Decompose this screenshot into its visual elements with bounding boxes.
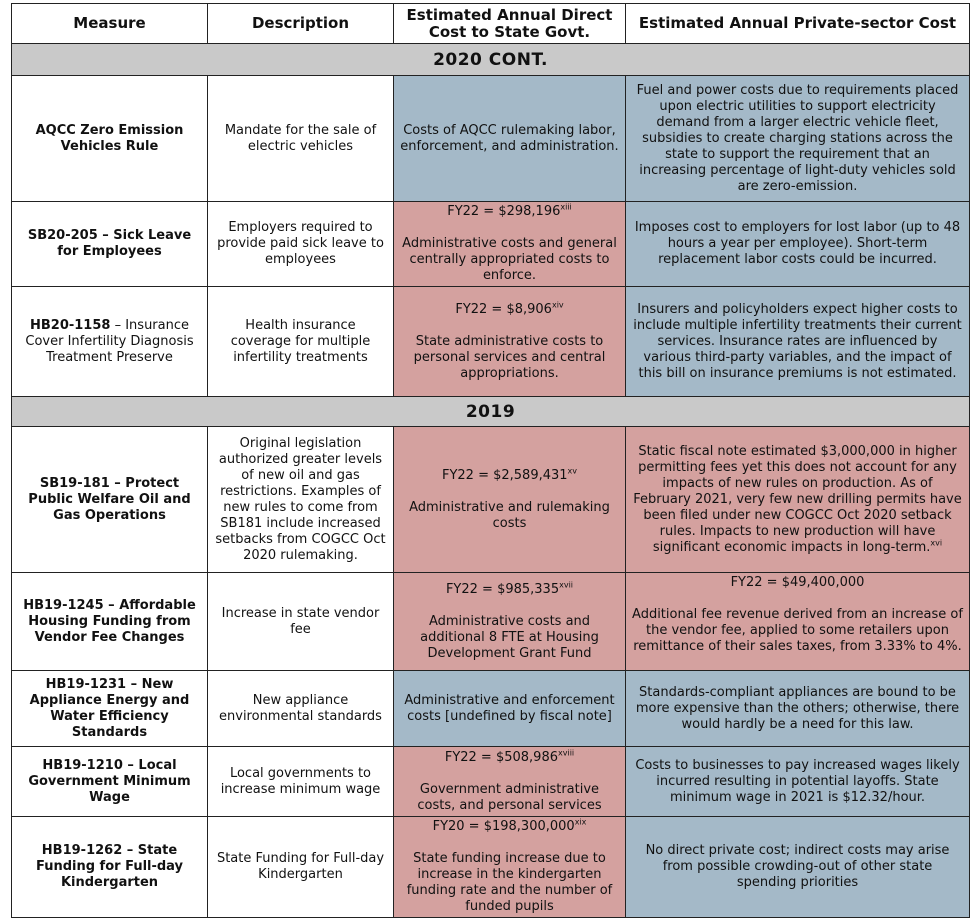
footnote-ref: xix [574,817,587,827]
cost-table [11,3,970,918]
table-row [12,76,970,202]
table-row [12,817,970,918]
measure-cell: HB19-1231 – New Appliance Energy and Water Efficiency Standards [12,671,208,747]
measure-cell: SB20-205 – Sick Leave for Employees [12,202,208,287]
description-cell: New appliance environmental standards [208,671,394,747]
state-cost-text: Administrative and rulemaking costs [409,499,610,531]
footnote-ref: xviii [558,748,575,758]
private-cost-cell [626,573,970,671]
footnote-ref: xiv [551,300,564,310]
table-row [12,202,970,287]
description-cell: Health insurance coverage for multiple infertility treatments [208,287,394,397]
section-title-2020: 2020 CONT. [12,44,970,76]
state-fy-value: FY22 = $298,196 [447,204,561,219]
private-cost-cell: Imposes cost to employers for lost labor (up to 48 hours a year per employee). Short-term replacement labor costs could be incurred. [626,202,970,287]
table-row [12,427,970,573]
state-cost-cell [394,427,626,573]
measure-cell: HB19-1262 – State Funding for Full-day Kindergarten [12,817,208,918]
state-fy-value: FY22 = $2,589,431 [441,467,568,483]
table-row [12,573,970,671]
state-cost-cell [394,202,626,287]
header-measure: Measure [12,4,208,44]
state-cost-cell [394,747,626,817]
state-fy-value: FY20 = $198,300,000 [432,819,575,834]
private-cost-text: Additional fee revenue derived from an increase of the vendor fee, applied to some retailers upon remittance of their sales taxes, from 3.33% to 4%. [632,607,963,654]
measure-cell: AQCC Zero Emission Vehicles Rule [12,76,208,202]
state-cost-text: State administrative costs to personal services and central appropriations. [413,333,606,381]
measure-cell: HB19-1210 – Local Government Minimum Wage [12,747,208,817]
footnote-ref: xiii [560,202,572,212]
header-row [12,4,970,44]
private-cost-cell: No direct private cost; indirect costs may arise from possible crowding-out of other state spending priorities [626,817,970,918]
private-cost-cell: Fuel and power costs due to requirements placed upon electric utilities to support electricity demand from a larger electric vehicle fleet, subsidies to create charging stations across the state to support the requirement that an increasing percentage of light-duty vehicles sold are zero-emission. [626,76,970,202]
state-fy-value: FY22 = $8,906 [455,301,552,317]
description-cell: State Funding for Full-day Kindergarten [208,817,394,918]
state-cost-cell [394,573,626,671]
description-cell: Mandate for the sale of electric vehicles [208,76,394,202]
description-cell: Employers required to provide paid sick leave to employees [208,202,394,287]
description-cell: Original legislation authorized greater levels of new oil and gas restrictions. Examples of new rules to come from SB181 include increased setbacks from COGCC Oct 2020 rulemaking. [208,427,394,573]
state-cost-text: Government administrative costs, and personal services [417,781,602,813]
private-cost-cell [626,427,970,573]
measure-code: HB20-1158 [29,317,111,333]
state-cost-text: Administrative costs and general centrally appropriated costs to enforce. [402,236,617,283]
measure-cell [12,287,208,397]
description-cell: Increase in state vendor fee [208,573,394,671]
section-row-2019 [12,397,970,427]
state-cost-text: State funding increase due to increase in the kindergarten funding rate and the number of funded pupils [406,851,613,914]
description-cell: Local governments to increase minimum wage [208,747,394,817]
state-fy-value: FY22 = $508,986 [444,749,558,765]
section-title-2019: 2019 [12,397,970,427]
footnote-ref: xvii [559,580,574,590]
footnote-ref: xvi [930,538,943,548]
state-cost-text: Administrative costs and additional 8 FTE at Housing Development Grant Fund [420,613,599,661]
table-row [12,287,970,397]
private-cost-cell: Standards-compliant appliances are bound to be more expensive than the others; otherwise, there would hardly be a need for this law. [626,671,970,747]
state-cost-cell [394,817,626,918]
measure-cell: HB19-1245 – Affordable Housing Funding from Vendor Fee Changes [12,573,208,671]
state-cost-cell: Administrative and enforcement costs [undefined by fiscal note] [394,671,626,747]
private-cost-cell: Insurers and policyholders expect higher costs to include multiple infertility treatments their current services. Insurance rates are influenced by various third-party variables, and the impact of this bill on insurance premiums is not estimated. [626,287,970,397]
measure-title: – Insurance Cover Infertility Diagnosis Treatment Preserve [25,317,194,365]
state-fy-value: FY22 = $985,335 [445,581,560,597]
private-fy-value: FY22 = $49,400,000 [730,575,865,590]
footnote-ref: xv [567,466,578,476]
private-cost-cell: Costs to businesses to pay increased wages likely incurred resulting in potential layoffs. State minimum wage in 2021 is $12.32/hour. [626,747,970,817]
table-row [12,747,970,817]
private-cost-text: Static fiscal note estimated $3,000,000 in higher permitting fees yet this does not account for any impacts of new rules on production. As of February 2021, very few new drilling permits have been filed under new COGCC Oct 2020 setback rules. Impacts to new production will have significant economic impacts in long-term. [633,443,962,555]
header-description: Description [208,4,394,44]
header-private-cost: Estimated Annual Private-sector Cost [626,4,970,44]
header-state-cost: Estimated Annual Direct Cost to State Govt. [394,4,626,44]
state-cost-cell: Costs of AQCC rulemaking labor, enforcement, and administration. [394,76,626,202]
state-cost-cell [394,287,626,397]
table-row [12,671,970,747]
measure-cell: SB19-181 – Protect Public Welfare Oil and Gas Operations [12,427,208,573]
section-row-2020 [12,44,970,76]
